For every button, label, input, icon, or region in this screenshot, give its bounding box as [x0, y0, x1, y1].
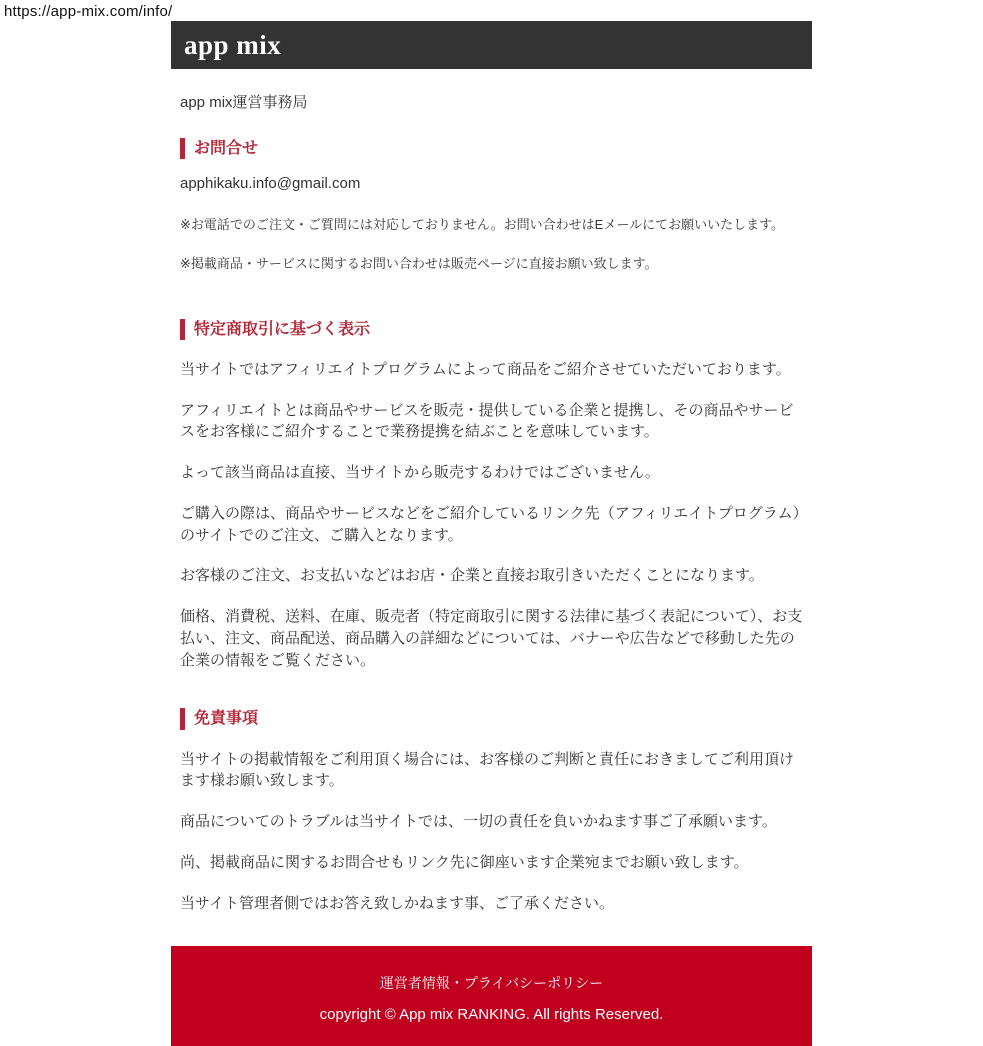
footer-privacy-policy-link[interactable]: 運営者情報・プライバシーポリシー — [379, 975, 604, 992]
section-heading-transactions: 特定商取引に基づく表示 — [180, 319, 803, 340]
transactions-paragraph: よって該当商品は直接、当サイトから販売するわけではございません。 — [180, 464, 660, 482]
transactions-paragraph: アフィリエイトとは商品やサービスを販売・提供している企業と提携し、その商品やサービスをお客様にご紹介することで業務提携を結ぶことを意味しています。 — [180, 401, 794, 441]
transactions-paragraph: 価格、消費税、送料、在庫、販売者（特定商取引に関する法律に基づく表記について）、お支払い、注文、商品配送、商品購入の詳細などについては、バナーや広告などで移動した先の企業の情報をご覧ください。 — [180, 608, 803, 669]
contact-email: apphikaku.info@gmail.com — [180, 174, 361, 192]
transactions-paragraph: お客様のご注文、お支払いなどはお店・企業と直接お取引きいただくことになります。 — [180, 567, 764, 585]
transactions-paragraph: 当サイトではアフィリエイトプログラムによって商品をご紹介させていただいております。 — [180, 360, 791, 378]
contact-note-phone: ※お電話でのご注文・ご質問には対応しておりません。お問い合わせはEメールにてお願いいたします。 — [180, 216, 785, 232]
disclaimer-paragraph: 当サイト管理者側ではお答え致しかねます事、ご了承ください。 — [180, 894, 614, 912]
site-footer — [171, 946, 812, 1046]
main-content — [171, 92, 812, 914]
transactions-paragraph: ご購入の際は、商品やサービスなどをご紹介しているリンク先（アフィリエイトプログラム）のサイトでのご注文、ご購入となります。 — [180, 504, 801, 544]
section-heading-disclaimer: 免責事項 — [180, 708, 803, 729]
contact-note-products: ※掲載商品・サービスに関するお問い合わせは販売ページに直接お願い致します。 — [180, 256, 658, 272]
site-header — [171, 21, 812, 69]
disclaimer-paragraph: 当サイトの掲載情報をご利用頂く場合には、お客様のご判断と責任におきましてご利用頂けます様お願い致します。 — [180, 750, 794, 790]
disclaimer-paragraph: 商品についてのトラブルは当サイトでは、一切の責任を負いかねます事ご了承願います。 — [180, 813, 777, 831]
organization-name: app mix運営事務局 — [180, 94, 308, 111]
page-url-label: https://app-mix.com/info/ — [4, 3, 173, 20]
section-heading-contact: お問合せ — [180, 138, 803, 159]
site-logo[interactable]: app mix — [184, 29, 282, 60]
page-container — [171, 21, 812, 1046]
footer-copyright: copyright © App mix RANKING. All rights Reserved. — [319, 1006, 664, 1024]
disclaimer-paragraph: 尚、掲載商品に関するお問合せもリンク先に御座います企業宛までお願い致します。 — [180, 853, 749, 871]
